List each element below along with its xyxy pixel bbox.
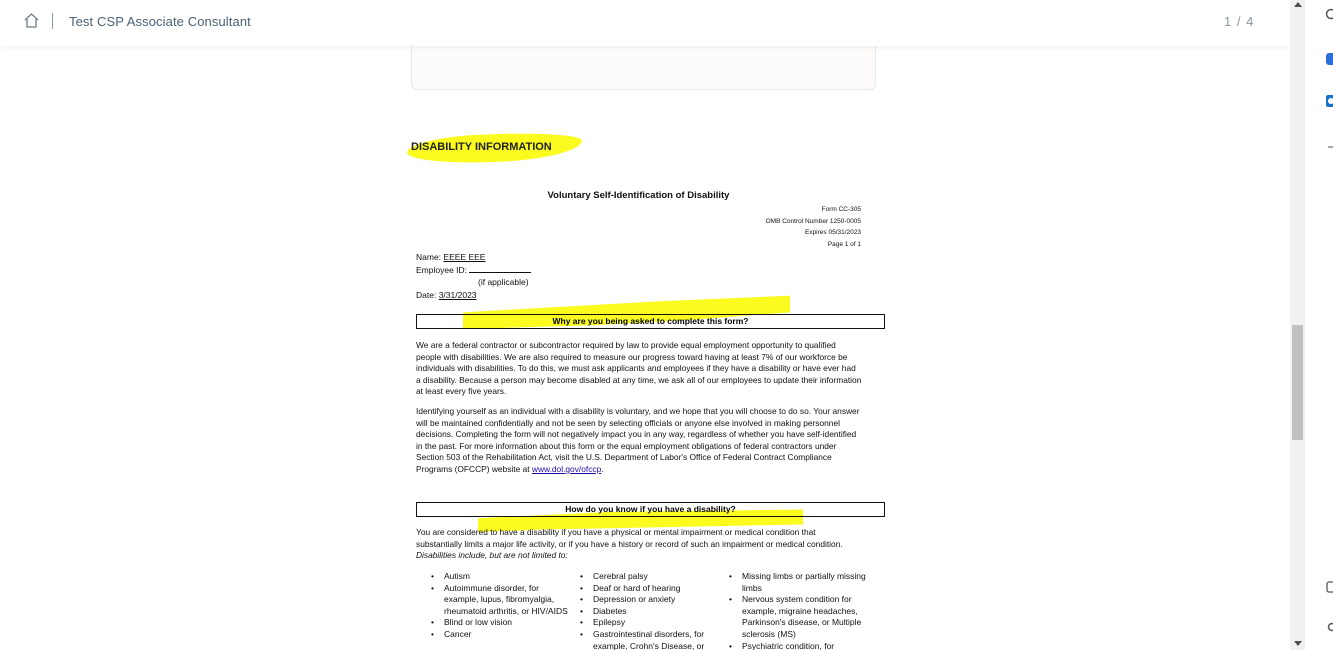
disability-list-item: • Depression or anxiety [578, 594, 728, 606]
dash-icon [1325, 140, 1333, 154]
disability-list-item: • Gastrointestinal disorders, for example, Crohn's Disease, or [578, 629, 728, 650]
panel-toggle-icon[interactable] [1325, 580, 1333, 594]
side-panel [1305, 0, 1333, 650]
home-icon[interactable] [23, 12, 40, 29]
scroll-thumb[interactable] [1292, 325, 1303, 440]
paragraph-voluntary [416, 406, 862, 476]
disability-list-item: • Autoimmune disorder, for example, lupus, fibromyalgia, rheumatoid arthritis, or HIV/AIDS [429, 583, 574, 618]
vertical-scrollbar[interactable] [1290, 0, 1305, 650]
disability-list-item: • Diabetes [578, 606, 728, 618]
disability-list-item: • Blind or low vision [429, 617, 574, 629]
scroll-down-arrow-icon[interactable] [1294, 641, 1302, 646]
employee-id-blank [469, 265, 531, 273]
name-label: Name: [416, 252, 442, 262]
disability-list-col3 [727, 571, 887, 650]
omb-number: OMB Control Number 1250-0005 [765, 217, 861, 225]
expiry-date: Expires 05/31/2023 [804, 229, 861, 236]
why-heading: Why are you being asked to complete this form? [416, 314, 885, 329]
date-label: Date: [416, 289, 437, 300]
toolbar-divider [52, 13, 53, 29]
date-row [416, 289, 531, 302]
page-counter: 1 / 4 [1224, 14, 1255, 29]
paragraph-end: . [601, 463, 604, 474]
paragraph-voluntary-text: Identifying yourself as an individual with a disability is voluntary, and we hope that you will choose to do so. Your answer will be maintained confidentially and not be seen by selecting officials or anyone else involved in making personnel decisions. Completing the form will not negatively impact you in any way, regardless of whether you have self-identified in the past. For more information about this form or the equal employment obligations of federal contractors under Section 503 of the Rehabilitation Act, visit the U.S. Department of Labor's Office of Federal Contract Compliance Programs (OFCCP) website at [416, 406, 860, 474]
document-title: Test CSP Associate Consultant [69, 14, 251, 29]
section-title: DISABILITY INFORMATION [411, 141, 552, 153]
if-applicable-note: (if applicable) [478, 277, 529, 287]
scroll-up-arrow-icon[interactable] [1294, 2, 1302, 7]
disability-list-item: • Epilepsy [578, 617, 728, 629]
form-number: Form CC-305 [821, 206, 861, 213]
extension-icon[interactable] [1325, 52, 1333, 66]
how-heading: How do you know if you have a disability? [416, 502, 885, 517]
outlook-icon[interactable] [1325, 94, 1333, 108]
paragraph-definition-text: You are considered to have a disability if you have a physical or mental impairment or medical condition that substantially limits a major life activity, or if you have a history or record of such an impairment or medical condition. [416, 527, 843, 549]
date-value: 3/31/2023 [438, 289, 477, 300]
disability-list-item: • Missing limbs or partially missing limbs [727, 571, 887, 594]
search-icon[interactable] [1325, 8, 1333, 22]
ofccp-link[interactable]: www.dol.gov/ofccp [531, 463, 602, 474]
name-value: EEEE EEE [443, 252, 486, 262]
name-row [416, 251, 531, 264]
paragraph-definition [416, 527, 862, 562]
paragraph-purpose: We are a federal contractor or subcontractor required by law to provide equal employment opportunity to qualified people with disabilities. We are also required to measure our progress toward having at least 7% of our workforce be individuals with disabilities. To do this, we must ask applicants and employees if they have a disability or have ever had a disability. Because a person may become disabled at any time, we ask all of our employees to update their information at least every five years. [416, 340, 862, 397]
viewer-toolbar [0, 0, 1290, 46]
previous-section-card [411, 40, 876, 90]
form-meta [661, 204, 861, 250]
disability-list-item: • Cerebral palsy [578, 571, 728, 583]
disability-list-col1 [429, 571, 574, 641]
disability-list-item: • Cancer [429, 629, 574, 641]
employee-id-row [416, 264, 531, 289]
disability-list-item: • Autism [429, 571, 574, 583]
employee-id-label: Employee ID: [416, 264, 468, 275]
form-title: Voluntary Self-Identification of Disability [547, 190, 730, 201]
disability-list-item: • Nervous system condition for example, migraine headaches, Parkinson's disease, or Multiple sclerosis (MS) [727, 594, 887, 640]
form-fields [416, 251, 531, 301]
disability-list-item: • Psychiatric condition, for [727, 641, 887, 650]
disability-list-col2 [578, 571, 728, 650]
page-info: Page 1 of 1 [827, 240, 861, 248]
paragraph-definition-italic: Disabilities include, but are not limited to: [416, 550, 568, 561]
disability-list-item: • Deaf or hard of hearing [578, 583, 728, 595]
settings-icon[interactable] [1325, 620, 1333, 634]
